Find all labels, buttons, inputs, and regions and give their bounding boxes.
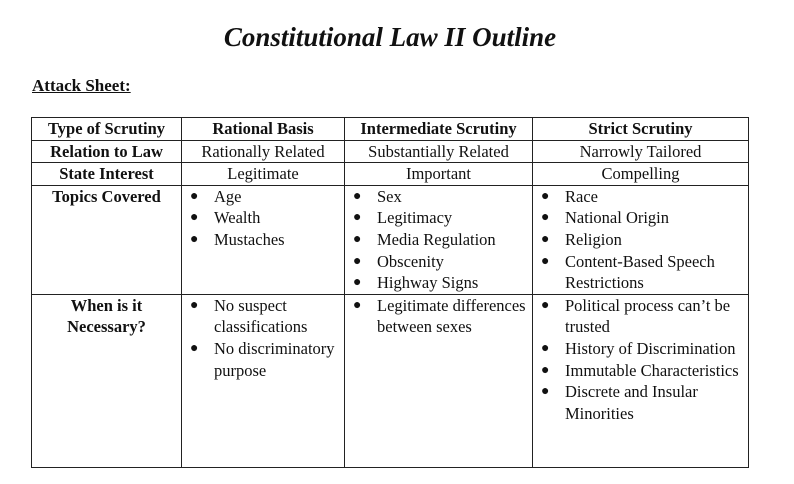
topic-list	[186, 186, 340, 251]
cell-relation-intermediate: Substantially Related	[345, 140, 533, 163]
row-label-topics: Topics Covered	[32, 185, 182, 294]
list-item	[186, 207, 340, 229]
cell-topics-intermediate	[345, 185, 533, 294]
bullet-icon: ●	[541, 210, 550, 226]
bullet-icon: ●	[541, 188, 550, 204]
list-item	[537, 229, 744, 251]
list-item	[537, 295, 744, 338]
scrutiny-table	[31, 117, 749, 468]
list-item-text: Immutable Characteristics	[565, 360, 739, 380]
header-cell-strict: Strict Scrutiny	[533, 118, 749, 141]
list-item	[349, 272, 528, 294]
bullet-icon: ●	[190, 210, 199, 226]
list-item-text: No suspect classifications	[214, 295, 308, 337]
cell-interest-rational: Legitimate	[182, 163, 345, 186]
list-item-text: History of Discrimination	[565, 338, 736, 358]
list-item	[349, 251, 528, 273]
cell-interest-intermediate: Important	[345, 163, 533, 186]
list-item	[537, 360, 744, 382]
list-item	[349, 229, 528, 251]
header-cell-intermediate: Intermediate Scrutiny	[345, 118, 533, 141]
cell-relation-rational: Rationally Related	[182, 140, 345, 163]
list-item	[349, 186, 528, 208]
cell-interest-strict: Compelling	[533, 163, 749, 186]
necessity-list	[537, 295, 744, 425]
topic-list	[349, 186, 528, 294]
bullet-icon: ●	[190, 231, 199, 247]
list-item-text: Discrete and Insular Minorities	[565, 382, 698, 423]
cell-when-rational	[182, 294, 345, 467]
header-cell-rational: Rational Basis	[182, 118, 345, 141]
list-item	[349, 207, 528, 229]
row-label-when: When is it Necessary?	[32, 294, 182, 467]
list-item-text: Media Regulation	[377, 229, 496, 249]
bullet-icon: ●	[190, 188, 199, 204]
list-item-text: Obscenity	[377, 251, 444, 271]
list-item-text: National Origin	[565, 208, 670, 228]
table-row-interest	[32, 163, 749, 186]
necessity-list	[186, 295, 340, 381]
bullet-icon: ●	[353, 275, 362, 291]
bullet-icon: ●	[353, 231, 362, 247]
list-item	[186, 229, 340, 251]
document-title: Constitutional Law II Outline	[223, 22, 557, 52]
list-item	[349, 295, 528, 338]
table-row-relation	[32, 140, 749, 163]
list-item	[537, 186, 744, 208]
cell-relation-strict: Narrowly Tailored	[533, 140, 749, 163]
necessity-list	[349, 295, 528, 338]
list-item	[537, 207, 744, 229]
list-item-text: Race	[565, 186, 598, 206]
bullet-icon: ●	[353, 253, 362, 269]
list-item	[186, 338, 340, 381]
list-item-text: No discriminatory purpose	[214, 338, 335, 380]
bullet-icon: ●	[541, 297, 550, 313]
list-item-text: Religion	[565, 229, 622, 249]
list-item	[186, 186, 340, 208]
list-item	[537, 338, 744, 360]
list-item-text: Content-Based Speech Restrictions	[565, 251, 715, 293]
list-item-text: Legitimacy	[377, 208, 453, 228]
list-item	[537, 381, 744, 424]
cell-topics-strict	[533, 185, 749, 294]
list-item	[186, 295, 340, 338]
table-row-topics	[32, 185, 749, 294]
list-item-text: Political process can’t be trusted	[565, 295, 731, 337]
bullet-icon: ●	[541, 231, 550, 247]
table-row-when	[32, 294, 749, 467]
cell-when-intermediate	[345, 294, 533, 467]
attack-sheet-heading: Attack Sheet:	[32, 76, 131, 95]
list-item-text: Mustaches	[214, 229, 285, 249]
bullet-icon: ●	[353, 210, 362, 226]
cell-topics-rational	[182, 185, 345, 294]
bullet-icon: ●	[190, 340, 199, 356]
row-label-relation: Relation to Law	[32, 140, 182, 163]
topic-list	[537, 186, 744, 294]
list-item-text: Highway Signs	[377, 273, 479, 293]
bullet-icon: ●	[541, 384, 550, 400]
list-item-text: Sex	[377, 186, 402, 206]
bullet-icon: ●	[541, 362, 550, 378]
table-row-header	[32, 118, 749, 141]
header-cell-type: Type of Scrutiny	[32, 118, 182, 141]
bullet-icon: ●	[541, 253, 550, 269]
list-item	[537, 251, 744, 294]
bullet-icon: ●	[353, 297, 362, 313]
list-item-text: Legitimate differences between sexes	[377, 295, 526, 337]
bullet-icon: ●	[190, 297, 199, 313]
cell-when-strict	[533, 294, 749, 467]
bullet-icon: ●	[541, 340, 550, 356]
list-item-text: Age	[214, 186, 242, 206]
list-item-text: Wealth	[214, 208, 261, 228]
row-label-interest: State Interest	[32, 163, 182, 186]
bullet-icon: ●	[353, 188, 362, 204]
